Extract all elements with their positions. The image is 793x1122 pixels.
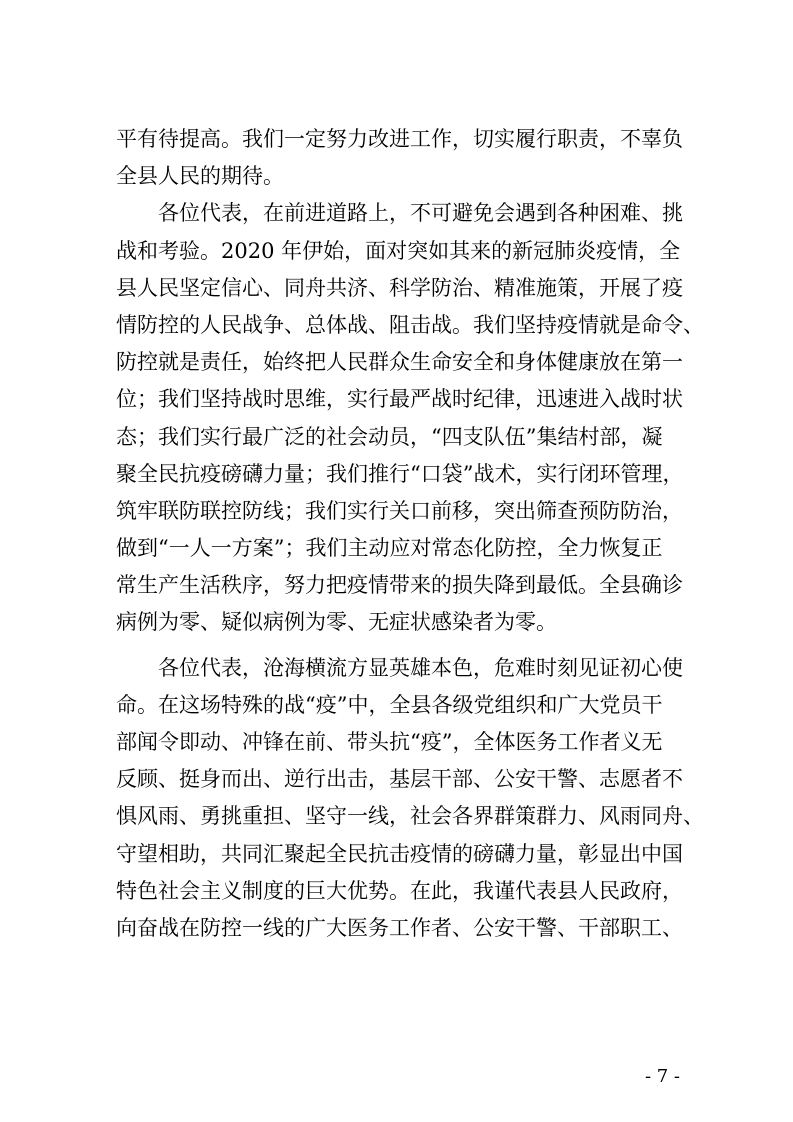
paragraph-3 (116, 650, 704, 948)
page-number: - 7 - (644, 1066, 680, 1087)
paragraph-1 (116, 121, 683, 195)
text-line: 做到“一人一方案”；我们主动应对常态化防控，全力恢复正 (116, 536, 663, 561)
text-line: 全县人民的期待。 (116, 164, 284, 189)
text-line: 部闻令即动、冲锋在前、带头抗“疫”，全体医务工作者义无 (116, 730, 663, 754)
text-line: 反顾、挺身而出、逆行出击，基层干部、公安干警、志愿者不 (116, 767, 683, 792)
text-line: 常生产生活秩序，努力把疫情带来的损失降到最低。全县确诊 (116, 573, 683, 598)
text-line: 聚全民抗疫磅礴力量；我们推行“口袋”战术，实行闭环管理， (116, 461, 684, 486)
text-line: 平有待提高。我们一定努力改进工作，切实履行职责，不辜负 (116, 127, 683, 151)
text-line: 战和考验。2020 年伊始，面对突如其来的新冠肺炎疫情，全 (116, 238, 681, 263)
text-line: 各位代表，沧海横流方显英雄本色，危难时刻见证初心使 (116, 655, 683, 680)
text-line: 态；我们实行最广泛的社会动员，“四支队伍”集结村部，凝 (116, 424, 663, 449)
text-line: 筑牢联防联控防线；我们实行关口前移，突出筛查预防防治， (116, 498, 683, 523)
text-line: 病例为零、疑似病例为零、无症状感染者为零。 (116, 610, 557, 635)
body-text (116, 121, 704, 947)
text-line: 县人民坚定信心、同舟共济、科学防治、精准施策，开展了疫 (116, 275, 683, 300)
text-line: 各位代表，在前进道路上，不可避免会遇到各种困难、挑 (116, 201, 683, 226)
text-line: 守望相助，共同汇聚起全民抗击疫情的磅礴力量，彰显出中国 (116, 841, 683, 866)
text-line: 防控就是责任，始终把人民群众生命安全和身体健康放在第一 (116, 350, 683, 375)
text-line: 特色社会主义制度的巨大优势。在此，我谨代表县人民政府， (116, 878, 683, 903)
text-line: 位；我们坚持战时思维，实行最严战时纪律，迅速进入战时状 (116, 387, 683, 412)
text-line: 向奋战在防控一线的广大医务工作者、公安干警、干部职工、 (116, 915, 683, 940)
text-line: 命。在这场特殊的战“疫”中，全县各级党组织和广大党员干 (116, 692, 663, 717)
paragraph-2 (116, 195, 704, 641)
paragraph-spacing (116, 642, 678, 650)
text-line: 惧风雨、勇挑重担、坚守一线，社会各界群策群力、风雨同舟、 (116, 804, 704, 829)
text-line: 情防控的人民战争、总体战、阻击战。我们坚持疫情就是命令、 (116, 312, 704, 337)
